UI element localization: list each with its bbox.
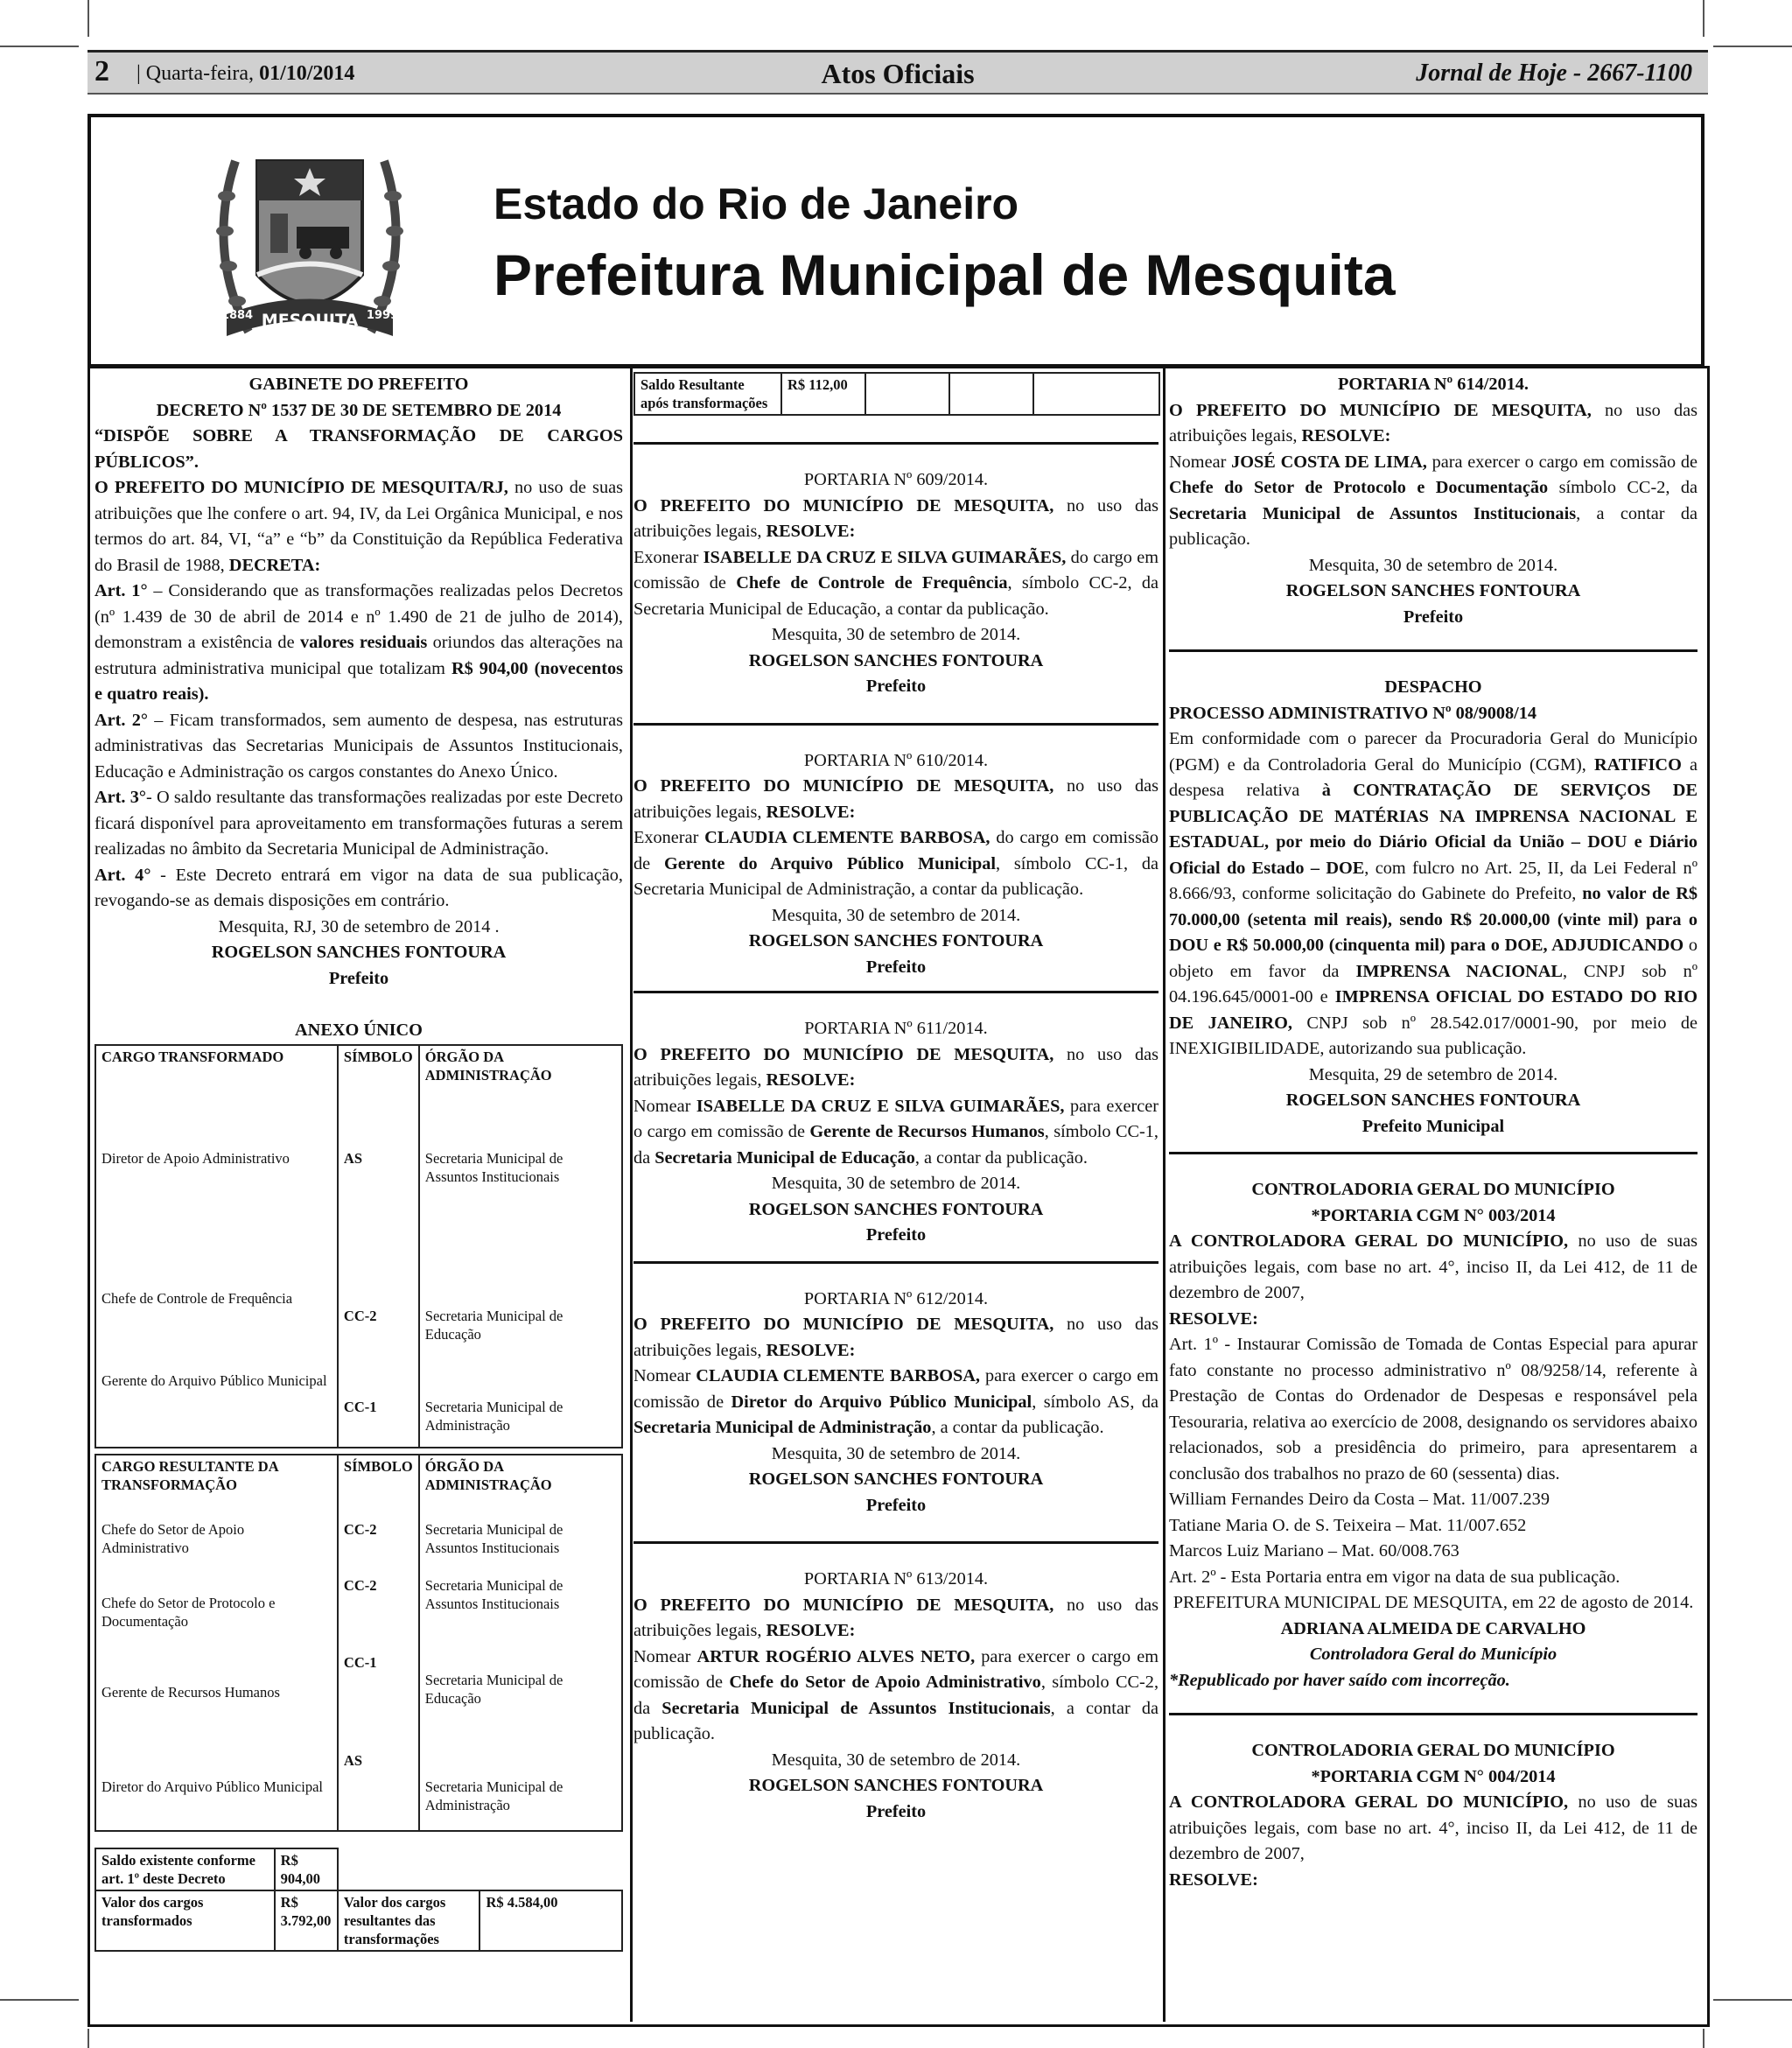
annex-table-resulting (94, 1454, 623, 1832)
portaria-title: PORTARIA Nº 609/2014. (803, 470, 989, 489)
table-row: Chefe do Setor de Apoio Administrativo CC-2 Secretaria Municipal de Assuntos Institucionais (95, 1504, 622, 1576)
table-row: Gerente de Recursos Humanos CC-1 Secretaria Municipal de Educação (95, 1653, 622, 1751)
portaria-title: PORTARIA Nº 613/2014. (803, 1569, 989, 1589)
article-2: Art. 2° – Ficam transformados, sem aumento de despesa, nas estruturas administrativas das Secretarias Municipais de Assuntos Institucionais, Educação e Administração os cargos constantes do Anexo Único. (94, 710, 624, 782)
despacho-title: DESPACHO (1384, 677, 1482, 697)
section-title: Atos Oficiais (821, 58, 975, 89)
prefeitura-name: Prefeitura Municipal de Mesquita (494, 242, 1396, 307)
table-row: Valor dos cargos transformados R$ 3.792,00 Valor dos cargos resultantes das transformações R$ 4.584,00 (95, 1890, 622, 1951)
column-1 (94, 372, 623, 1952)
article-1: Art. 1° – Considerando que as transformações realizadas pelos Decretos (nº 1.439 de 30 de abril de 2014 e nº 1.490 de 21 de julho de 2014), demonstram a existência de valores residuais oriundos das alterações na estrutura administrativa municipal que totalizam R$ 904,00 (novecentos e quatro reais). (94, 581, 624, 704)
portaria-title: PORTARIA Nº 612/2014. (803, 1288, 989, 1308)
page-header (88, 50, 1708, 95)
state-name: Estado do Rio de Janeiro (494, 179, 1019, 228)
portaria-614: PORTARIA Nº 614/2014. O PREFEITO DO MUNICÍPIO DE MESQUITA, no uso das atribuições legais, RESOLVE: Nomear JOSÉ COSTA DE LIMA, para exercer o cargo em comissão de Chefe do Setor de Protocolo e Documentação símbolo CC-2, da Secretaria Municipal de Assuntos Institucionais, a contar da publicação. Mesquita, 30 de setembro de 2014. ROGELSON SANCHES FONTOURA Prefeito (1169, 372, 1698, 630)
annex-table-transformed (94, 1044, 623, 1448)
article-4: Art. 4° - Este Decreto entrará em vigor na data de sua publicação, revogando-se as demais disposições em contrário. (94, 865, 623, 910)
column-header: ÓRGÃO DA ADMINISTRAÇÃO (419, 1045, 622, 1095)
crest-year-right: 1999 (366, 309, 399, 322)
table-row: Chefe do Setor de Protocolo e Documentação CC-2 Secretaria Municipal de Assuntos Institucionais (95, 1576, 622, 1653)
signer-name: ROGELSON SANCHES FONTOURA (211, 943, 507, 962)
journal-name: Jornal de Hoje - 2667-1100 (1416, 60, 1692, 87)
table-row: Chefe de Controle de Frequência CC-2 Secretaria Municipal de Educação (95, 1254, 622, 1370)
portaria-cgm-003: CONTROLADORIA GERAL DO MUNICÍPIO *PORTARIA CGM N° 003/2014 A CONTROLADORA GERAL DO MUNICÍPIO, no uso de suas atribuições legais, com base no art. 4°, inciso II, da Lei 412, de 11 de dezembro de 2007, RESOLVE: Art. 1º - Instaurar Comissão de Tomada de Contas Especial para apurar fato constante no processo administrativo nº 08/9258/14, referente à Prestação de Contas do Ordenador de Despesas e responsável pela Tesouraria, relativa ao exercício de 2008, designando os servidores abaixo relacionados, sob a presidência do primeiro, para apresentarem a conclusão dos trabalhos no prazo de 60 (sessenta) dias. William Fernandes Deiro da Costa – Mat. 11/007.239 Tatiane Maria O. de S. Teixeira – Mat. 11/007.652 Marcos Luiz Mariano – Mat. 60/008.763 Art. 2º - Esta Portaria entra em vigor na data de sua publicação. PREFEITURA MUNICIPAL DE MESQUITA, em 22 de agosto de 2014. ADRIANA ALMEIDA DE CARVALHO Controladora Geral do Município *Republicado por haver saído com incorreção. (1169, 1180, 1698, 1690)
crop-mark (0, 46, 79, 47)
portaria-title: PORTARIA Nº 610/2014. (803, 750, 989, 770)
column-header: SÍMBOLO (338, 1455, 419, 1504)
crop-mark (0, 1999, 79, 2001)
portaria-611: PORTARIA Nº 611/2014. O PREFEITO DO MUNICÍPIO DE MESQUITA, no uso das atribuições legais, RESOLVE: Nomear ISABELLE DA CRUZ E SILVA GUIMARÃES, para exercer o cargo em comissão de Gerente de Recursos Humanos, símbolo CC-1, da Secretaria Municipal de Educação, a contar da publicação. Mesquita, 30 de setembro de 2014. ROGELSON SANCHES FONTOURA Prefeito (634, 1016, 1158, 1249)
despacho: DESPACHO PROCESSO ADMINISTRATIVO Nº 08/9008/14 Em conformidade com o parecer da Procuradoria Geral do Município (PGM) e da Controladoria Geral do Município (CGM), RATIFICO a despesa relativa à CONTRATAÇÃO DE SERVIÇOS DE PUBLICAÇÃO DE MATÉRIAS NA IMPRENSA NACIONAL E ESTADUAL, por meio do Diário Oficial da União – DOU e Diário Oficial do Estado – DOE, com fulcro no Art. 25, II, da Lei Federal nº 8.666/93, conforme solicitação do Gabinete do Prefeito, no valor de R$ 70.000,00 (setenta mil reais), sendo R$ 20.000,00 (vinte mil) para o DOU e R$ 50.000,00 (cinquenta mil) para o DOE, ADJUDICANDO o objeto em favor da IMPRENSA NACIONAL, CNPJ sob nº 04.196.645/0001-00 e IMPRENSA OFICIAL DO ESTADO DO RIO DE JANEIRO, CNPJ sob nº 28.542.017/0001-90, por meio de INEXIGIBILIDADE, autorizando sua publicação. Mesquita, 29 de setembro de 2014. ROGELSON SANCHES FONTOURA Prefeito Municipal (1169, 675, 1698, 1140)
decree-title: DECRETO Nº 1537 DE 30 DE SETEMBRO DE 2014 (156, 400, 562, 420)
page-number: 2 (94, 55, 109, 88)
publication-date: | Quarta-feira, 01/10/2014 (136, 62, 355, 85)
column-separator (1163, 368, 1166, 2022)
coat-of-arms-icon (200, 144, 419, 354)
decree-intro: O PREFEITO DO MUNICÍPIO DE MESQUITA/RJ, no uso de suas atribuições que lhe confere o art. 94, IV, da Lei Orgânica Municipal, e nos termos do art. 84, VI, “a” e “b” da Constituição da República Federativa do Brasil de 1988, DECRETA: (94, 478, 623, 575)
annex-totals-table (94, 1848, 623, 1952)
portaria-cgm-004: CONTROLADORIA GERAL DO MUNICÍPIO *PORTARIA CGM N° 004/2014 A CONTROLADORA GERAL DO MUNICÍPIO, no uso de suas atribuições legais, com base no art. 4°, inciso II, da Lei 412, de 11 de dezembro de 2007, RESOLVE: (1169, 1741, 1698, 1890)
crop-mark (88, 2029, 89, 2048)
crop-mark (1713, 46, 1792, 47)
column-header: CARGO RESULTANTE DA TRANSFORMAÇÃO (102, 1457, 278, 1493)
column-separator (630, 368, 633, 2022)
column-header: CARGO TRANSFORMADO (102, 1048, 284, 1065)
portaria-610: PORTARIA Nº 610/2014. O PREFEITO DO MUNICÍPIO DE MESQUITA, no uso das atribuições legais, RESOLVE: Exonerar CLAUDIA CLEMENTE BARBOSA, do cargo em comissão de Gerente do Arquivo Público Municipal, símbolo CC-1, da Secretaria Municipal de Administração, a contar da publicação. Mesquita, 30 de setembro de 2014. ROGELSON SANCHES FONTOURA Prefeito (634, 748, 1158, 981)
portaria-613: PORTARIA Nº 613/2014. O PREFEITO DO MUNICÍPIO DE MESQUITA, no uso das atribuições legais, RESOLVE: Nomear ARTUR ROGÉRIO ALVES NETO, para exercer o cargo em comissão de Chefe do Setor de Apoio Administrativo, símbolo CC-2, da Secretaria Municipal de Assuntos Institucionais, a contar da publicação. Mesquita, 30 de setembro de 2014. ROGELSON SANCHES FONTOURA Prefeito (634, 1567, 1158, 1825)
column-header: ÓRGÃO DA ADMINISTRAÇÃO (419, 1455, 622, 1504)
list-item: Tatiane Maria O. de S. Teixeira – Mat. 11/007.652 (1169, 1515, 1527, 1535)
process-number: PROCESSO ADMINISTRATIVO Nº 08/9008/14 (1169, 703, 1537, 723)
portaria-612: PORTARIA Nº 612/2014. O PREFEITO DO MUNICÍPIO DE MESQUITA, no uso das atribuições legais, RESOLVE: Nomear CLAUDIA CLEMENTE BARBOSA, para exercer o cargo em comissão de Diretor do Arquivo Público Municipal, símbolo AS, da Secretaria Municipal de Administração, a contar da publicação. Mesquita, 30 de setembro de 2014. ROGELSON SANCHES FONTOURA Prefeito (634, 1287, 1158, 1519)
crop-mark (1713, 1999, 1792, 2001)
table-row: Gerente do Arquivo Público Municipal CC-1 Secretaria Municipal de Administração (95, 1370, 622, 1448)
heading: GABINETE DO PREFEITO (248, 375, 469, 394)
column-2 (634, 372, 1158, 1825)
decree-subject: “DISPÕE SOBRE A TRANSFORMAÇÃO DE CARGOS PÚBLICOS”. (94, 426, 623, 472)
signer-role: Prefeito (328, 968, 389, 988)
table-row: Diretor do Arquivo Público Municipal AS Secretaria Municipal de Administração (95, 1751, 622, 1831)
column-3 (1169, 372, 1698, 1893)
crop-mark (88, 0, 89, 37)
crest-banner-text: MESQUITA (261, 311, 359, 330)
crop-mark (1703, 0, 1704, 37)
place-date: Mesquita, RJ, 30 de setembro de 2014 . (218, 916, 500, 936)
masthead-banner (88, 114, 1704, 368)
annex-title: ANEXO ÚNICO (295, 1020, 423, 1040)
crop-mark (1703, 2029, 1704, 2048)
table-row: Diretor de Apoio Administrativo AS Secretaria Municipal de Assuntos Institucionais (95, 1095, 622, 1254)
list-item: William Fernandes Deiro da Costa – Mat. 11/007.239 (1169, 1490, 1550, 1509)
article-3: Art. 3°- O saldo resultante das transformações realizadas por este Decreto ficará disponível para aproveitamento em transformações futuras a serem realizadas no âmbito da Secretaria Municipal de Administração. (94, 788, 624, 859)
table-row: Saldo Resultante após transformações R$ 112,00 (634, 373, 1159, 415)
portaria-609: PORTARIA Nº 609/2014. O PREFEITO DO MUNICÍPIO DE MESQUITA, no uso das atribuições legais, RESOLVE: Exonerar ISABELLE DA CRUZ E SILVA GUIMARÃES, do cargo em comissão de Chefe de Controle de Frequência, símbolo CC-2, da Secretaria Municipal de Educação, a contar da publicação. Mesquita, 30 de setembro de 2014. ROGELSON SANCHES FONTOURA Prefeito (634, 467, 1158, 700)
table-row: Saldo existente conforme art. 1º deste Decreto R$ 904,00 (95, 1848, 622, 1890)
portaria-title: PORTARIA Nº 614/2014. (1337, 375, 1529, 394)
portaria-title: PORTARIA Nº 611/2014. (804, 1019, 988, 1038)
list-item: Marcos Luiz Mariano – Mat. 60/008.763 (1169, 1541, 1460, 1561)
crest-year-left: 1884 (220, 309, 254, 322)
column-header: SÍMBOLO (338, 1045, 419, 1095)
saldo-table (634, 372, 1160, 416)
